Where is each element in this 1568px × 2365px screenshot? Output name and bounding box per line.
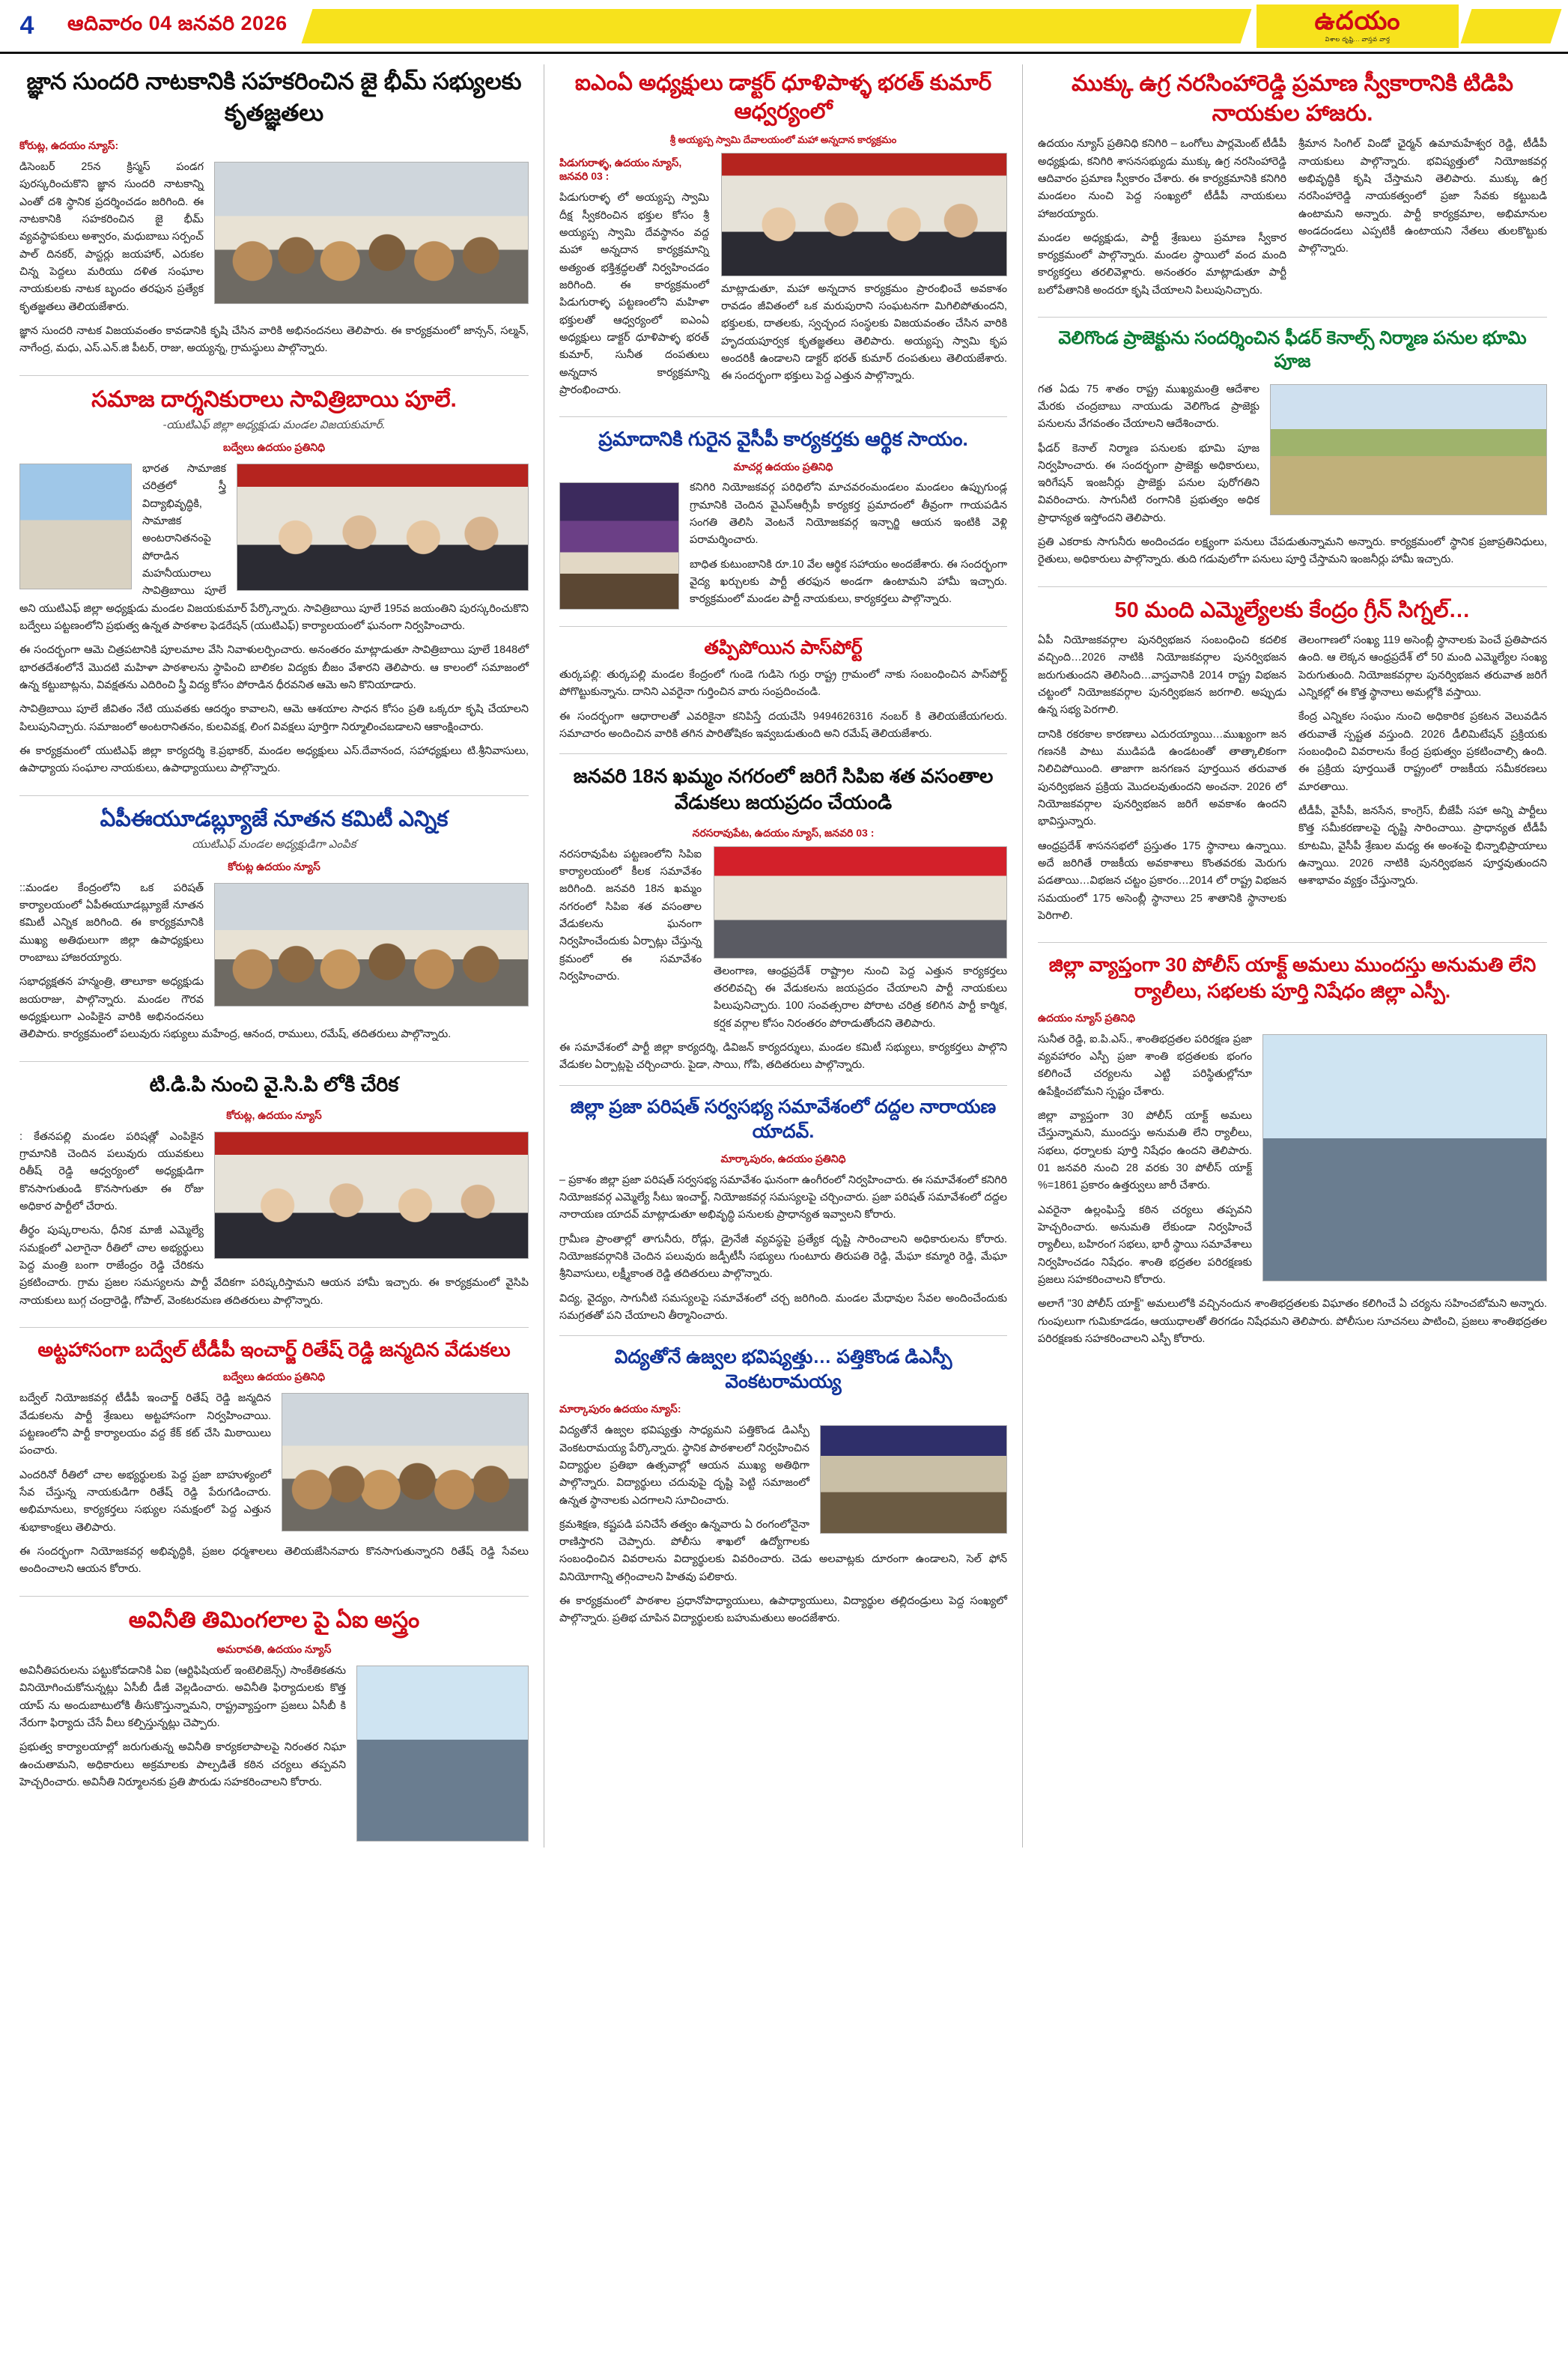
masthead-date: ఆదివారం 04 జనవరి 2026 [67, 11, 288, 34]
article-paragraph: ఫీడర్ కెనాల్ నిర్మాణ పనులకు భూమి పూజ నిర్వహించారు. ఈ సందర్భంగా ప్రాజెక్టు అధికారులు, ఇరిగేషన్ ఇంజనీర్లు ప్రాజెక్టు పనుల పురోగతిని వివరించారు. సాగునీటి రంగానికి ప్రభుత్వం అధిక ప్రాధాన్యత ఇస్తోందని తెలిపారు. [1038, 442, 1259, 524]
article-paragraph: సావిత్రిబాయి పూలే జీవితం నేటి యువతకు ఆదర్శం కావాలని, ఆమె ఆశయాల సాధన కోసం ప్రతి ఒక్కరూ కృషి చేయాలని పిలుపునిచ్చారు. సమాజంలో అంటరానితనం, కులవివక్ష, లింగ వివక్షలు పూర్తిగా నిర్మూలించబడాలని ఆకాంక్షించారు. [19, 703, 529, 733]
divider [559, 626, 1007, 627]
article-headline: ప్రమాదానికి గురైన వైసీపీ కార్యకర్తకు ఆర్థిక సాయం. [598, 428, 968, 451]
article-apeuwj-committee [19, 805, 529, 1051]
photo-temple-chariot [559, 482, 679, 610]
article-cpi-centenary [559, 763, 1007, 1075]
masthead [0, 0, 1568, 54]
article-paragraph: గత ఏడు 75 శాతం రాష్ట్ర ముఖ్యమంత్రి ఆదేశాల మేరకు చంద్రబాబు నాయుడు వెలిగొండ ప్రాజెక్టు పనులను వేగవంతం చేయాలని ఆదేశించారు. [1038, 383, 1259, 431]
article-paragraph: తుర్కపల్లి: తుర్కపల్లి మండల కేంద్రంలో గుండె గుడిసె గుర్రు రాష్ట్ర గ్రామంలో నాకు సంబంధించిన పాస్‌పోర్ట్ పోగొట్టుకున్నాను. దానిని ఎవరైనా గుర్తించిన వారు సంప్రదించండి. [559, 668, 1007, 699]
article-headline: ఏపీఈయూడబ్ల్యూజే నూతన కమిటీ ఎన్నిక [100, 807, 449, 831]
photo-birthday [282, 1393, 529, 1531]
divider [19, 375, 529, 376]
article-dsp-education [559, 1345, 1007, 1635]
article-headline: అవినీతి తిమింగలాల పై ఏఐ అస్త్రం [128, 1607, 420, 1633]
article-headline: టి.డి.పి నుంచి వై.సి.పి లోకి చేరిక [149, 1072, 399, 1096]
divider [1038, 317, 1547, 318]
article-paragraph: గ్రామీణ ప్రాంతాల్లో తాగునీరు, రోడ్లు, డ్రైనేజీ వ్యవస్థపై ప్రత్యేక దృష్టి సారించాలని అధికారులను కోరారు. నియోజకవర్గానికి చెందిన పలువురు జడ్పీటీసీ సభ్యులు గుంటూరు తిరుపతి రెడ్డి, మేఘా కమ్మారి రెడ్డి, మేఘా శ్రీనివాసులు, లక్ష్మీకాంత రెడ్డి తదితరులు పాల్గొన్నారు. [559, 1233, 1007, 1281]
article-paragraph: సభాధ్యక్షతన హన్మంత్రి, తాలూకా అధ్యక్షుడు జయరాజు, పాల్గొన్నారు. మండల గౌరవ అధ్యక్షులుగా ఎంపికైన వారికి అభినందనలు తెలిపారు. కార్యక్రమంలో పలువురు సభ్యులు మహేంద్ర, ఆనంద, రాములు, రమేష్, తదితరులు పాల్గొన్నారు. [19, 976, 452, 1041]
column-2 [544, 64, 1023, 1848]
article-byline: కోరుట్ల, ఉదయం న్యూస్ [226, 1108, 322, 1121]
divider [559, 416, 1007, 417]
article-headline: ముక్కు ఉగ్ర నరసింహారెడ్డి ప్రమాణ స్వీకారానికి టిడిపి నాయకుల హాజరు. [1072, 71, 1513, 126]
article-paragraph: ::మండల కేంద్రంలోని ఒక పరిషత్ కార్యాలయంలో ఏపీఈయూడబ్ల్యూజే నూతన కమిటీ ఎన్నిక జరిగింది. ఈ కార్యక్రమానికి ముఖ్య అతిథులుగా జిల్లా ఉపాధ్యక్షులు రాంబాబు హాజరయ్యారు. [19, 881, 204, 965]
article-paragraph: ఎవరైనా ఉల్లంఘిస్తే కఠిన చర్యలు తప్పవని హెచ్చరించారు. అనుమతి లేకుండా నిర్వహించే ర్యాలీలు, బహిరంగ సభలు, భారీ స్థాయి సమావేశాలు నిర్వహించడం నిషేధం. శాంతి భద్రతల పరిరక్షణకు ప్రజలు సహకరించాలని కోరారు. [1038, 1203, 1252, 1287]
logo-title: ఉదయం [1314, 6, 1401, 35]
divider [19, 1327, 529, 1328]
article-byline: పిడుగురాళ్ళ, ఉదయం న్యూస్, జనవరి 03 : [559, 156, 682, 183]
divider [1038, 586, 1547, 587]
article-paragraph: ఉదయం న్యూస్ ప్రతినిధి కనిగిరి – ఒంగోలు పార్లమెంట్ టీడీపీ అధ్యక్షుడు, కనిగిరి శాసనసభ్యుడు ముక్కు ఉగ్ర నరసింహారెడ్డి ఆదివారం ప్రమాణ స్వీకారం చేశారు. ఈ కార్యక్రమానికి కనిగిరి మండలం నుంచి పెద్ద సంఖ్యలో టీడీపీ నాయకులు హాజరయ్యారు. [1038, 138, 1286, 220]
photo-ayyappa-annadanam [721, 153, 1007, 276]
article-paragraph: విద్యతోనే ఉజ్వల భవిష్యత్తు సాధ్యమని పత్తికొండ డిఎస్పీ వెంకటరామయ్య పేర్కొన్నారు. స్థానిక పాఠశాలలో నిర్వహించిన విద్యార్థుల ప్రతిభా ఉత్సవాల్లో ఆయన ముఖ్య అతిథిగా పాల్గొన్నారు. విద్యార్థులు చదువుపై దృష్టి పెట్టి సమాజంలో ఉన్నత స్థానాలకు ఎదగాలని సూచించారు. [559, 1424, 809, 1507]
article-paragraph: – ప్రకాశం జిల్లా ప్రజా పరిషత్ సర్వసభ్య సమావేశం ఘనంగా ఉంగీరంలో నిర్వహించారు. ఈ సమావేశంలో కనిగిరి నియోజకవర్గ ఎమ్మెల్యే సీటు ఇంచార్జ్, నియోజకవర్గ సమస్యలపై చర్చించారు. ప్రజా పరిషత్ సమావేశంలో దద్దల నారాయణ యాదవ్ మాట్లాడుతూ అభివృద్ధి పనులకు ప్రాధాన్యత ఇవ్వాలని కోరారు. [559, 1174, 1007, 1221]
article-paragraph: ఈ సందర్భంగా ఆధారాలతో ఎవరికైనా కనిపిస్తే దయచేసి 9494626316 నంబర్ కి తెలియజేయగలరు. సమాచారం అందించిన వారికి తగిన పారితోషికం ఇవ్వబడుతుంది అని రమేష్ తెలియజేశారు. [559, 710, 1007, 740]
masthead-logo [1256, 4, 1459, 48]
article-zp-general-body [559, 1095, 1007, 1326]
masthead-yellow-tail [1461, 9, 1562, 43]
photo-image [820, 1425, 1007, 1534]
photo-image [237, 464, 529, 591]
photo-dsp-event [820, 1425, 1007, 1534]
article-paragraph: తీర్థం పుష్కరాలను, ధీనిక మాజీ ఎమ్మెల్యే సమక్షంలో ఎలాగైనా రీతిలో చాల అభ్యర్థులు పెద్ద మంత్రి బంగా రాజేంద్రం రెడ్డి చేరికను ప్రకటించారు. గ్రామ ప్రజల సమస్యలను పార్టీ వేదికగా పరిష్కరిస్తామని ఆయన హామీ ఇచ్చారు. ఈ కార్యక్రమంలో వైసిపి నాయకులు బుగ్గ చంద్రారెడ్డి, గోపాల్, వెంకటరమణ తదితరులు పాల్గొన్నారు. [19, 1224, 529, 1307]
article-ycp-financial-aid [559, 426, 1007, 616]
article-savitribai [19, 385, 529, 785]
article-paragraph: ప్రభుత్వ కార్యాలయాల్లో జరుగుతున్న అవినీతి కార్యకలాపాలపై నిరంతర నిఘా ఉంచుతామని, అధికారులు అక్రమాలకు పాల్పడితే కఠిన చర్యలు తప్పవని హెచ్చరించారు. అవినీతి నిర్మూలనకు ప్రతి పౌరుడు సహకరించాలని కోరారు. [19, 1741, 346, 1789]
article-paragraph: డిసెంబర్ 25న క్రిస్మస్ పండగ పురస్కరించుకొని జ్ఞాన సుందరి నాటకాన్ని ఎంతో దశి స్థానిక ప్రదర్శించడం జరిగింది. ఈ నాటకానికి సహకరించిన జై భీమ్ వ్యవస్థాపకులు అశ్వారం, మధుబాబు సర్పంచ్ పాల్ దినకర్, పాస్టర్లు జయహార్, ఎరుకల చిన్న పెద్దలు మరియు దళిత సంఘాల నాయకులకు నాటక బృందం తరఫున ప్రత్యేక కృతజ్ఞతలు తెలియజేశారు. [19, 160, 204, 313]
divider [1038, 942, 1547, 943]
article-subcaption: -యుటిఎఫ్ జిల్లా అధ్యక్షుడు మండల విజయకుమార్. [162, 419, 386, 432]
photo-acb-dg [356, 1666, 529, 1842]
article-gnana-sundari [19, 66, 529, 365]
article-paragraph: ఈ సందర్భంగా నియోజకవర్గ అభివృద్ధికి, ప్రజల ధర్మశాలలు తెలియజేసినవారు కొనసాగుతున్నారని రితేష్ రెడ్డి సేవలు అందించాలని ఆయన కోరారు. [19, 1545, 529, 1576]
article-paragraph: సునీత రెడ్డి, ఐ.పి.ఎస్., శాంతిభద్రతల పరిరక్షణ ప్రజా వ్యవహారం ఎస్పీ ప్రజా శాంతి భద్రతలకు భంగం కలిగించే చర్యలను ఎట్టి పరిస్థితుల్లోనూ ఉపేక్షించబోమని స్పష్టం చేశారు. [1038, 1033, 1252, 1098]
article-paragraph: దానికి రకరకాల కారణాలు ఎదురయ్యాయి…ముఖ్యంగా జన గణనకి పాటు ముడిపడి ఉండటంతో తాత్కాలికంగా నిలిచిపోయింది. తాజాగా జనగణన పూర్తయిన తరువాత పునర్విభజన ప్రక్రియ మొదలవుతుందని అంచనా. 2026 లో నియోజకవర్గాల పునర్విభజన జరిగే అవకాశం ఉందని భావిస్తున్నారు. [1038, 728, 1286, 828]
photo-image [282, 1393, 529, 1531]
article-birthday-ritesh [19, 1337, 529, 1585]
article-paragraph: కనిగిరి నియోజకవర్గ పరిధిలోని మాచవరంమండలం మండలం ఉప్పుగుండ్ల గ్రామానికి చెందిన వైఎస్ఆర్సీపీ కార్యకర్త ప్రమాదంలో తీవ్రంగా గాయపడిన సంగతి తెలిసి వెంటనే నియోజకవర్గ ఇన్చార్జి ఆయన ఇంటికి వెళ్లి పరామర్శించారు. [690, 482, 1007, 547]
article-paragraph: జ్ఞాన సుందరి నాటక విజయవంతం కావడానికి కృషి చేసిన వారికి అభినందనలు తెలిపారు. ఈ కార్యక్రమంలో జాన్సన్, సల్మన్, నాగేంద్ర, మధు, ఎస్.ఎన్.జి పీటర్, రాజు, అయ్యన్న, గ్రామస్థులు పాల్గొన్నారు. [19, 324, 529, 355]
article-30-police-act [1038, 952, 1547, 1355]
article-mukku-oath [1038, 69, 1547, 306]
article-acb-ai [19, 1606, 529, 1848]
article-paragraph: క్రమశిక్షణ, కష్టపడి పనిచేసే తత్వం ఉన్నవారు ఏ రంగంలోనైనా రాణిస్తారని చెప్పారు. పోలీసు శాఖలో ఉద్యోగాలకు సంబంధించిన వివరాలను విద్యార్థులకు వివరించారు. చెడు అలవాట్లకు దూరంగా ఉండాలని, సెల్ ఫోన్ వినియోగాన్ని తగ్గించాలని హితవు పలికారు. [559, 1518, 1007, 1583]
photo-district-sp [1262, 1034, 1547, 1281]
article-paragraph: : కేతనపల్లి మండల పరిషత్లో ఎంపికైన గ్రామానికి చెందిన పలువురు యువకులు రితీష్ రెడ్డి ఆధ్వర్యంలో అధ్యక్షుడిగా కొనసాగుతుండి కొనసాగుతూ ఈ రోజు అధికార పార్టీలో చేరారు. [19, 1130, 204, 1213]
photo-committee [214, 883, 529, 1007]
article-byline: అమరావతి, ఉదయం న్యూస్ [216, 1643, 332, 1656]
article-subcaption: యుటిఎఫ్ మండల అధ్యక్షుడిగా ఎంపిక [192, 837, 356, 851]
article-paragraph: బాధిత కుటుంబానికి రూ.10 వేల ఆర్థిక సహాయం అందజేశారు. ఈ సందర్భంగా వైద్య ఖర్చులకు పార్టీ తరఫున అండగా ఉంటామని హామీ ఇచ్చారు. కార్యక్రమంలో మండల పార్టీ నాయకులు, కార్యకర్తలు పాల్గొన్నారు. [690, 558, 1007, 606]
article-byline: మార్కాపురం ఉదయం న్యూస్: [559, 1403, 681, 1415]
article-paragraph: ఈ కార్యక్రమంలో పాఠశాల ప్రధానోపాధ్యాయులు, ఉపాధ్యాయులు, విద్యార్థుల తల్లిదండ్రులు పెద్ద సంఖ్యలో పాల్గొన్నారు. ప్రతిభ చూపిన విద్యార్థులకు బహుమతులు అందజేశారు. [559, 1595, 1007, 1625]
column-1 [19, 64, 544, 1848]
article-paragraph: ఈ కార్యక్రమంలో యుటిఎఫ్ జిల్లా కార్యదర్శి కె.ప్రభాకర్, మండల అధ్యక్షులు ఎస్.దేవానంద, సహాధ్యక్షులు టి.శ్రీనివాసులు, ఉపాధ్యాయ సంఘాల నాయకులు, ఉపాధ్యాయులు పాల్గొన్నారు. [19, 744, 529, 775]
article-byline: బద్వేలు ఉదయం ప్రతినిధి [222, 441, 326, 454]
photo-monument [19, 464, 132, 589]
article-paragraph: అవినీతిపరులను పట్టుకోవడానికి ఏఐ (ఆర్టిఫిషియల్ ఇంటెలిజెన్స్) సాంకేతికతను వినియోగించుకోనున్నట్లు ఏసీబీ డీజీ వెల్లడించారు. అవినీతి ఫిర్యాదులకు కొత్త యాప్ ను అందుబాటులోకి తీసుకొస్తున్నామని, రాష్ట్రవ్యాప్తంగా ప్రజలు ఏసీబీ కి నేరుగా ఫిర్యాదు చేసే వీలు కల్పిస్తున్నట్లు చెప్పారు. [19, 1665, 346, 1730]
article-paragraph: టీడీపీ, వైసీపీ, జనసేన, కాంగ్రెస్, బీజేపీ సహా అన్ని పార్టీలు కొత్త సమీకరణాలపై దృష్టి సారించాయి. ప్రాధాన్యత టీడీపీ కూటమి, వైసీపీ శ్రేణుల మధ్య ఈ అంశంపై భిన్నాభిప్రాయాలు ఉన్నాయి. 2026 నాటికి పునర్విభజన పూర్తవుతుందని ఆశాభావం వ్యక్తం చేస్తున్నారు. [1298, 805, 1547, 887]
divider [19, 1596, 529, 1597]
divider [19, 1061, 529, 1062]
article-paragraph: కేంద్ర ఎన్నికల సంఘం నుంచి అధికారిక ప్రకటన వెలువడిన తరువాతే స్పష్టత వస్తుంది. 2026 డీలిమిటేషన్ ప్రక్రియకు సంబంధించి వివరాలను కేంద్ర ప్రభుత్వం ప్రకటించాల్సి ఉంది. ఈ ప్రక్రియ పూర్తయితే రాష్ట్రంలో రాజకీయ సమీకరణలు మారతాయి. [1298, 711, 1547, 793]
article-headline: జనవరి 18న ఖమ్మం నగరంలో జరిగే సిపిఐ శత వసంతాల వేడుకలు జయప్రదం చేయండి [573, 765, 994, 814]
article-byline: బద్వేలు ఉదయం ప్రతినిధి [222, 1370, 326, 1383]
article-headline: అట్టహాసంగా బద్వేల్ టీడీపీ ఇంచార్జ్ రితేష్ రెడ్డి జన్మదిన వేడుకలు [37, 1338, 511, 1361]
article-byline: నరసరావుపేట, ఉదయం న్యూస్, జనవరి 03 : [692, 826, 875, 839]
article-headline: సమాజ దార్శనికురాలు సావిత్రిబాయి పూలే. [91, 386, 457, 412]
photo-image [1270, 384, 1547, 515]
divider [19, 795, 529, 796]
logo-tagline: విశాల దృష్టి... వాస్తవ వార్త [1325, 35, 1391, 43]
article-paragraph: ఏపీ నియోజకవర్గాల పునర్విభజన సంబంధించి కదలిక వచ్చింది…2026 నాటికి నియోజకవర్గాల పునర్విభజన జరుగుతుందని తెలిసింది…వాస్తవానికి 2014 రాష్ట్ర విభజన చట్టంలో నియోజకవర్గాల పునర్విభజన జరగాలి. అప్పుడు ఉన్న సభ్య పెరగాలి. [1038, 634, 1286, 717]
article-paragraph: ఎందరినో రీతిలో చాల అభ్యర్థులకు పెద్ద ప్రజా బాహుళ్యంలో సేవ చేస్తున్న నాయకుడిగా రితేష్ రెడ్డి పేరుగడించారు. అభిమానులు, కార్యకర్తలు సభ్యుల సమక్షంలో పెద్ద ఎత్తున శుభాకాంక్షలు తెలిపారు. [19, 1469, 271, 1534]
divider [559, 1335, 1007, 1336]
article-headline: తప్పిపోయిన పాస్‌పోర్ట్ [704, 637, 863, 659]
divider [559, 1085, 1007, 1086]
column-3 [1023, 64, 1547, 1848]
article-paragraph: అలాగే "30 పోలీస్ యాక్ట్" అమలులోకి వచ్చినందున శాంతిభద్రతలకు విఘాతం కలిగించే ఏ చర్యను సహించబోమని అన్నారు. గుంపులుగా గుమికూడడం, ఆయుధాలతో తిరగడం నిషేధమని తెలిపారు. పోలీసుల సూచనలు పాటించి, ప్రజలు శాంతిభద్రతల పరిరక్షణకు సహకరించాలని ఎస్పీ కోరారు. [1038, 1298, 1547, 1346]
article-tdp-to-ycp [19, 1071, 529, 1317]
article-paragraph: నరసరావుపేట పట్టణంలోని సిపిఐ కార్యాలయంలో కీలక సమావేశం జరిగింది. జనవరి 18న ఖమ్మం నగరంలో సిపిఐ శత వసంతాల వేడుకలను ఘనంగా నిర్వహించేందుకు ఏర్పాట్లు చేస్తున్న క్రమంలో ఈ సమావేశం నిర్వహించారు. [559, 848, 702, 983]
photo-image [19, 464, 132, 589]
article-headline: వెలిగొండ ప్రాజెక్టును సందర్శించిన ఫీడర్ కెనాల్స్ నిర్మాణ పనుల భూమి పూజ [1058, 328, 1527, 372]
article-paragraph: బద్వేల్ నియోజకవర్గ టీడీపీ ఇంచార్జ్ రితేష్ రెడ్డి జన్మదిన వేడుకలను పార్టీ శ్రేణులు అట్టహాసంగా నిర్వహించాయి. పట్టణంలోని పార్టీ కార్యాలయం వద్ద కేక్ కట్ చేసి మిఠాయిలు పంచారు. [19, 1392, 271, 1457]
article-byline: ఉదయం న్యూస్ ప్రతినిధి [1038, 1011, 1135, 1024]
page-number: 4 [19, 11, 34, 40]
photo-image [356, 1666, 529, 1842]
article-byline: కోరుట్ల, ఉదయం న్యూస్: [19, 139, 119, 152]
article-paragraph: జిల్లా వ్యాప్తంగా 30 పోలీస్ యాక్ట్ అమలు చేస్తున్నామని, ముందస్తు అనుమతి లేని ర్యాలీలు, సభలు, ధర్నాలకు పూర్తి నిషేధం ఉందని తెలిపారు. 01 జనవరి నుంచి 28 వరకు 30 పోలీస్ యాక్ట్ %=1861 ప్రకారం ఉత్తర్వులు జారీ చేశారు. [1038, 1110, 1252, 1192]
photo-image [214, 162, 529, 304]
divider [559, 753, 1007, 754]
photo-garland [214, 162, 529, 304]
article-byline: మాచర్ల ఉదయం ప్రతినిధి [733, 460, 833, 473]
photo-savitribai-tribute [237, 464, 529, 591]
article-paragraph: శ్రీమాన సింగిల్ విండో ఛైర్మన్ ఉమామహేశ్వర రెడ్డి, టీడీపీ నాయకులు పాల్గొన్నారు. భవిష్యత్తులో నియోజకవర్గ అభివృద్ధికి కృషి చేస్తామని తెలిపారు. ముక్కు ఉగ్ర నరసింహారెడ్డి నాయకత్వంలో ప్రజా సేవకు కట్టుబడి ఉంటామని అన్నారు. పార్టీ కార్యక్రమాల, అభిమానుల అండదండలు ఎప్పటికీ ఉంటాయని నేతలు తులకొట్టుకు పాల్గొన్నారు. [1298, 138, 1547, 255]
article-headline: జ్ఞాన సుందరి నాటకానికి సహకరించిన జై భీమ్ సభ్యులకు కృతజ్ఞతలు [26, 68, 522, 126]
masthead-yellow-bar [301, 9, 1251, 43]
photo-veligonda [1270, 384, 1547, 515]
article-paragraph: మాట్లాడుతూ, మహా అన్నదాన కార్యక్రమం ప్రారంభించే అవకాశం రావడం జీవితంలో ఒక మరుపురాని సంఘటనగా మిగిలిపోతుందని, భక్తులకు, దాతలకు, స్వచ్ఛంద సంస్థలకు విజయవంతం చేసిన వారికి హృదయపూర్వక కృతజ్ఞతలు తెలిపారు. అయ్యప్ప స్వామి కృప అందరికీ ఉండాలని డాక్టర్ భరత్ కుమార్ దంపతులు తెలియజేశారు. ఈ సందర్భంగా భక్తులు పెద్ద ఎత్తున పాల్గొన్నారు. [721, 282, 1007, 383]
article-paragraph: తెలంగాణ, ఆంధ్రప్రదేశ్ రాష్ట్రాల నుంచి పెద్ద ఎత్తున కార్యకర్తలు తరలివచ్చి ఈ వేడుకలను జయప్రదం చేయాలని పార్టీ నాయకులు పిలుపునిచ్చారు. 100 సంవత్సరాల పోరాట చరిత్ర కలిగిన పార్టీ కార్మిక, కర్షక వర్గాల కోసం నిరంతరం పోరాడుతోందని తెలిపారు. [714, 965, 1007, 1030]
article-subheadline: శ్రీ అయ్యప్ప స్వామి దేవాలయంలో మహా అన్నదాన కార్యక్రమం [669, 133, 897, 145]
article-paragraph: తెలంగాణలో సంఖ్య 119 అసెంబ్లీ స్థానాలకు పెంచే ప్రతిపాదన ఉంది. ఆ లెక్కన ఆంధ్రప్రదేశ్ లో 50 మంది ఎమ్మెల్యేల సంఖ్య పెరుగుతుంది. నియోజకవర్గాల పునర్విభజన తరువాత జరిగే ఎన్నికల్లో ఈ కొత్త స్థానాలు అమల్లోకి వస్తాయి. [1298, 634, 1547, 699]
article-byline: మార్కాపురం, ఉదయం ప్రతినిధి [720, 1152, 846, 1165]
article-headline: జిల్లా వ్యాప్తంగా 30 పోలీస్ యాక్ట్ అమలు ముందస్తు అనుమతి లేని ర్యాలీలు, సభలకు పూర్తి నిషేధం జిల్లా ఎస్పీ. [1048, 953, 1537, 1002]
article-headline: ఐఎంఏ అధ్యక్షులు డాక్టర్ ధూళిపాళ్ళ భరత్ కుమార్ ఆధ్వర్యంలో [574, 71, 992, 124]
article-paragraph: ప్రతి ఎకరాకు సాగునీరు అందించడం లక్ష్యంగా పనులు చేపడుతున్నామని అన్నారు. కార్యక్రమంలో స్థానిక ప్రజాప్రతినిధులు, రైతులు, అధికారులు పాల్గొన్నారు. తుది గడువులోగా పనులు పూర్తి చేస్తామని ఇంజనీర్లు హామీ ఇచ్చారు. [1038, 536, 1547, 566]
article-headline: 50 మంది ఎమ్మెల్యేలకు కేంద్రం గ్రీన్ సిగ్నల్… [1114, 598, 1471, 622]
article-ayyappa-annadanam [559, 69, 1007, 406]
article-paragraph: పిడుగురాళ్ళ లో అయ్యప్ప స్వామి దీక్ష స్వీకరించిన భక్తుల కోసం శ్రీ అయ్యప్ప స్వామి దేవస్థానం వద్ద మహా అన్నదాన కార్యక్రమాన్ని అత్యంత భక్తిశ్రద్ధలతో నిర్వహించడం జరిగింది. ఈ కార్యక్రమంలో పిడుగురాళ్ళ పట్టణంలోని మహిళా భక్తులతో ఆధ్వర్యంలో ఐఎంఏ అధ్యక్షులు డాక్టర్ ధూళిపాళ్ళ భరత్ కుమార్, సునీత దంపతులు అన్నదాన కార్యక్రమాన్ని ప్రారంభించారు. [559, 192, 709, 396]
article-veligonda-project [1038, 327, 1547, 576]
article-paragraph: ఈ సందర్భంగా ఆమె చిత్రపటానికి పూలమాల వేసి నివాళులర్పించారు. అనంతరం మాట్లాడుతూ సావిత్రిబాయి పూలే 1848లో భారతదేశంలోనే మొదటి మహిళా పాఠశాలను స్థాపించి బాలికల విద్యకు బీజం వేశారని తెలిపారు. ఆ కాలంలో సమాజంలో ఉన్న కట్టుబాట్లను, వివక్షతను ఎదిరించి స్త్రీ విద్య కోసం పోరాడిన ధీరవనిత ఆమె అని కొనియాడారు. [19, 644, 529, 691]
article-paragraph: ఈ సమావేశంలో పార్టీ జిల్లా కార్యదర్శి, డివిజన్ కార్యదర్శులు, మండల కమిటీ సభ్యులు, కార్యకర్తలు పాల్గొని వేడుకల ఏర్పాట్లపై చర్చించారు. పైడా, సాయి, గోపి, తదితరులు పాల్గొన్నారు. [559, 1042, 1007, 1072]
photo-image [214, 883, 529, 1007]
article-paragraph: భారత సామాజిక చరిత్రలో స్త్రీ విద్యాభివృద్ధికి, సామాజిక అంటరానితనంపై పోరాడిన మహనీయురాలు సావిత్రిబాయి పూలే అని యుటిఎఫ్ జిల్లా అధ్యక్షుడు మండల విజయకుమార్ పేర్కొన్నారు. సావిత్రిబాయి పూలే 195వ జయంతిని పురస్కరించుకొని బద్వేలు పట్టణంలోని ప్రభుత్వ ఉన్నత పాఠశాల ఫెడరేషన్ (యుటిఎఫ్) కార్యాలయంలో ఘనంగా నిర్వహించారు. [19, 463, 529, 632]
article-headline: జిల్లా ప్రజా పరిషత్ సర్వసభ్య సమావేశంలో దద్దల నారాయణ యాదవ్. [570, 1096, 997, 1142]
photo-image [559, 482, 679, 610]
photo-cpi-meeting [714, 846, 1007, 959]
article-paragraph: విద్య, వైద్యం, సాగునీటి సమస్యలపై సమావేశంలో చర్చ జరిగింది. మండల మేధావుల సేవల అందించేందుకు సమగ్రతతో పని చేయాలని తీర్మానించారు. [559, 1292, 1007, 1322]
photo-image [1262, 1034, 1547, 1281]
article-paragraph: ఆంధ్రప్రదేశ్ శాసనసభలో ప్రస్తుతం 175 స్థానాలు ఉన్నాయి. అదే జరిగితే రాజకీయ అవకాశాలు కొంతవరకు మెరుగు పడతాయి…విభజన చట్టం ప్రకారం…2014 లో రాష్ట్ర విభజన సమయంలో 175 అసెంబ్లీ స్థానాలు 25 శాతానికి స్థానాలకు పెరిగాలి. [1038, 840, 1286, 922]
article-headline: విద్యతోనే ఉజ్వల భవిష్యత్తు… పత్తికొండ డిఎస్పీ వెంకటరామయ్య [614, 1347, 952, 1393]
article-50-mlas-green-signal [1038, 596, 1547, 932]
article-paragraph: మండల అధ్యక్షుడు, పార్టీ శ్రేణులు ప్రమాణ స్వీకార కార్యక్రమంలో పాల్గొన్నారు. మండల స్థాయిలో వంద మంది కార్యకర్తలు తరలివెళ్లారు. అనంతరం మాట్లాడుతూ పార్టీ బలోపేతానికి అందరూ కృషి చేయాలని పిలుపునిచ్చారు. [1038, 231, 1286, 297]
article-lost-passport [559, 636, 1007, 743]
photo-image [214, 1132, 529, 1259]
page-columns [0, 54, 1568, 1867]
photo-joining [214, 1132, 529, 1259]
article-byline: కోరుట్ల ఉదయం న్యూస్ [228, 860, 320, 872]
